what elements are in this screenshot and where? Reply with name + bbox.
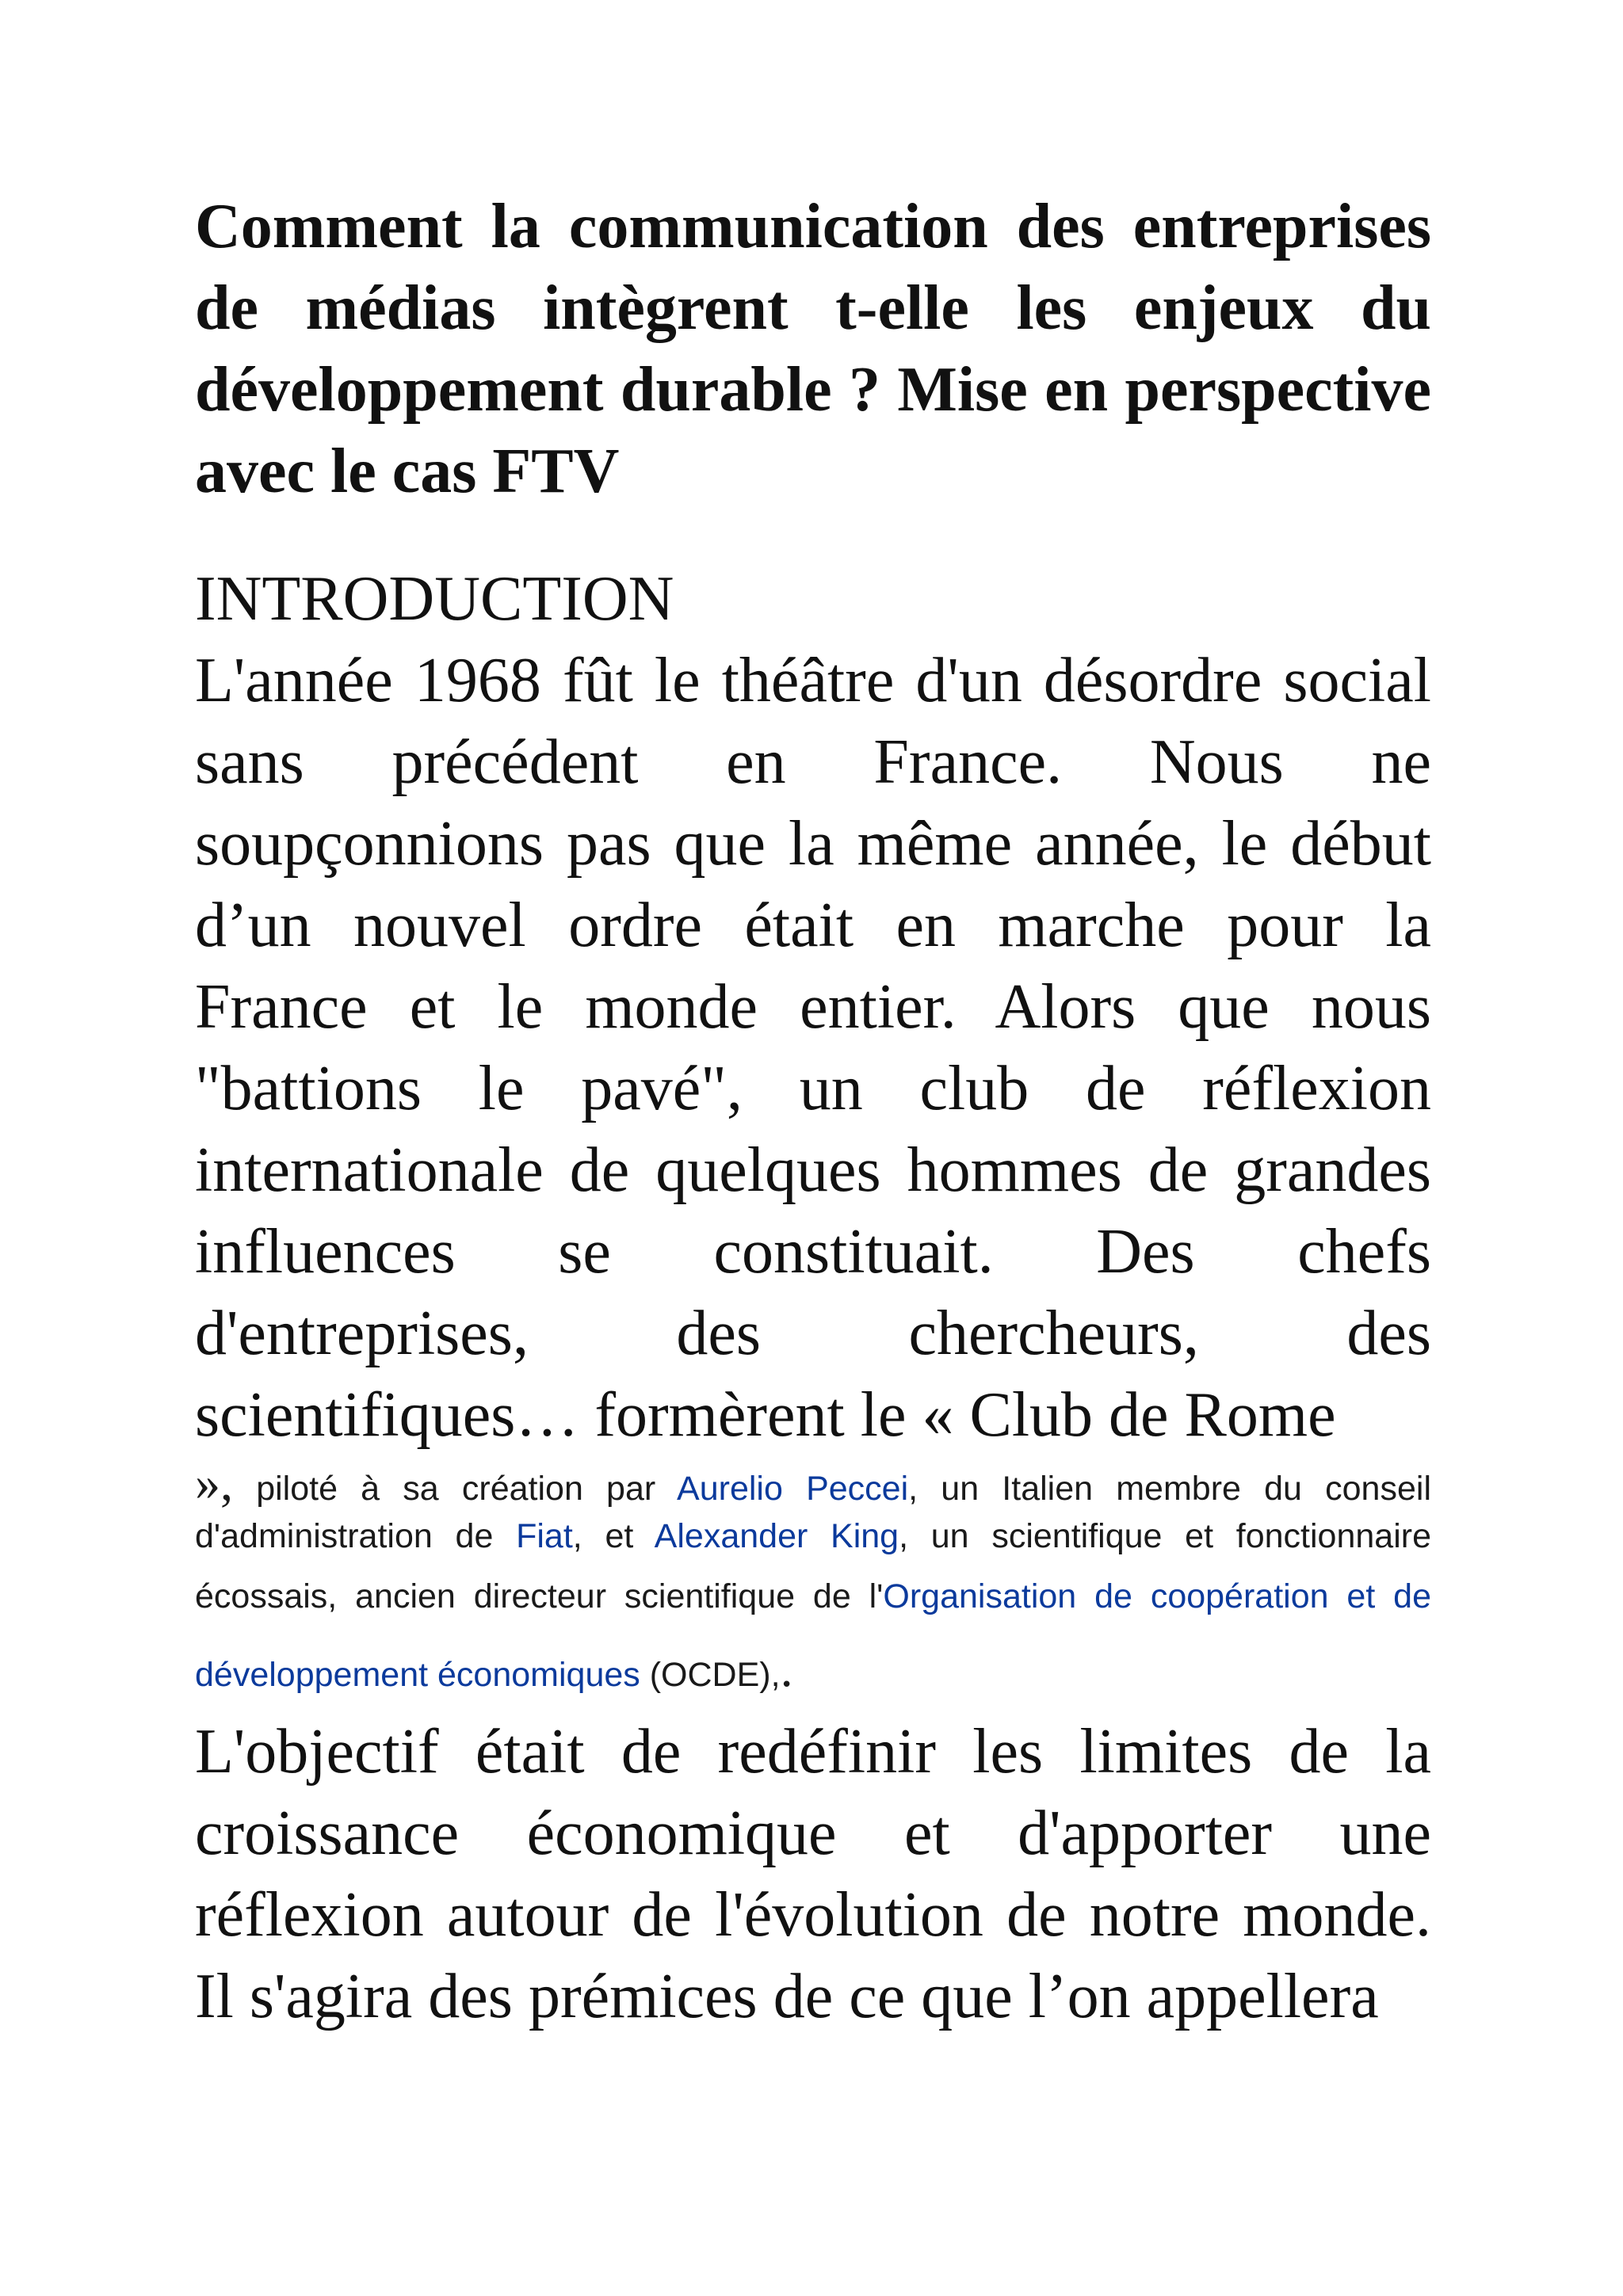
intro-paragraph: L'année 1968 fût le théâtre d'un désordre social sans précédent en France. Nous ne soupçonnions pas que la même année, le début d’un nouvel ordre était en marche pour la France et le monde entier. Alors que nous "battions le pavé", un club de réflexion internationale de quelques hommes de grandes influences se constituait. Des chefs d'entreprises, des chercheurs, des scientifiques… formèrent le « Club de Rome xyxy=(195,646,1431,1450)
club-de-rome-paragraph xyxy=(195,1455,1431,1711)
document-title: Comment la communication des entreprises de médias intègrent t-elle les enjeux du développement durable ? Mise en perspective avec le cas FTV xyxy=(195,192,1431,506)
text-fragment: , un Italien membre du conseil d'administration de xyxy=(195,1470,1431,1555)
text-fragment: , un scientifique et fonctionnaire écossais, ancien directeur scientifique de l' xyxy=(195,1517,1431,1615)
link-fiat[interactable]: Fiat xyxy=(516,1517,573,1555)
text-fragment: (OCDE), xyxy=(640,1656,781,1694)
document-page xyxy=(195,186,1431,2038)
link-ocde-part1[interactable]: Organisation de xyxy=(883,1577,1132,1615)
text-fragment: , et xyxy=(572,1517,655,1555)
period: . xyxy=(780,1641,793,1697)
closing-guillemet: », xyxy=(195,1455,233,1511)
link-alexander-king[interactable]: Alexander King xyxy=(654,1517,899,1555)
objective-paragraph: L'objectif était de redéfinir les limites de la croissance économique et d'apporter une réflexion autour de l'évolution de notre monde. Il s'agira des prémices de ce que l’on appellera xyxy=(195,1717,1431,2031)
link-aurelio-peccei[interactable]: Aurelio Peccei xyxy=(677,1470,909,1508)
section-heading-introduction: INTRODUCTION xyxy=(195,564,674,634)
text-fragment: piloté à sa création par xyxy=(233,1470,678,1508)
link-ocde-part2[interactable]: coopération et de développement économiques xyxy=(195,1577,1431,1694)
